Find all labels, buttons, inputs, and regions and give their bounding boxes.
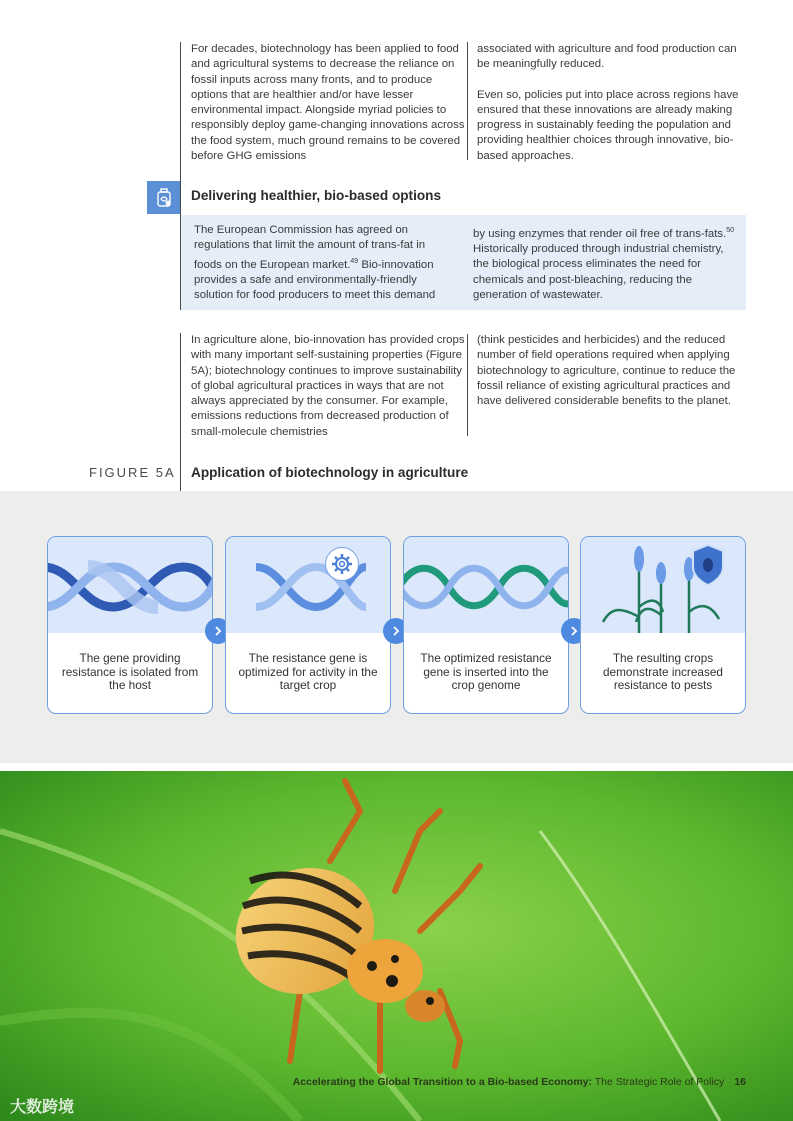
intro-left-column: [180, 42, 467, 164]
section-title: Delivering healthier, bio-based options: [191, 188, 442, 203]
footnote-ref-50: 50: [726, 227, 735, 234]
step-card-2: [225, 536, 391, 714]
step-card-1: [47, 536, 213, 714]
step-card-4: [580, 536, 746, 714]
dna-icon: [226, 537, 391, 633]
step-text-2: The resistance gene is optimized for activity in the target crop: [238, 651, 378, 693]
intro-right-text-1: associated with agriculture and food production can be meaningfully reduced.: [477, 43, 737, 71]
bio-food-icon: [147, 181, 180, 214]
page-number: 16: [734, 1076, 746, 1088]
highlight-left: [194, 223, 456, 303]
agriculture-left-column: [180, 333, 467, 463]
highlight-right: [473, 223, 741, 303]
step-card-3: [403, 536, 569, 714]
footnote-ref-49: 49: [350, 257, 359, 265]
step-text-4: The resulting crops demonstrate increased resistance to pests: [602, 651, 723, 693]
highlight-left-a: The European Commission has agreed on regulations that limit the amount of trans-fat in foods on the European market.: [194, 224, 426, 271]
footer-subtitle: The Strategic Role of Policy: [592, 1076, 725, 1088]
column-divider: [467, 42, 468, 160]
highlight-right-a: by using enzymes that render oil free of trans-fats.: [473, 227, 727, 240]
highlight-left-b: Bio-innovation provides a safe and environmentally-friendly solution for food producers to meet this demand: [194, 258, 436, 301]
page-footer: [293, 1076, 746, 1088]
footer-title: Accelerating the Global Transition to a Bio-based Economy:: [292, 1076, 593, 1088]
figure-panel: [0, 491, 793, 763]
intro-right-column: [477, 42, 752, 164]
highlight-right-b: Historically produced through industrial chemistry, the biological process eliminates the need for chemicals and post-bleaching, reducing the generation of wastewater.: [473, 243, 724, 301]
figure-label: FIGURE 5A: [89, 465, 176, 480]
watermark-logo: 大数跨境: [10, 1099, 75, 1116]
dna-green-icon: [404, 537, 568, 633]
agriculture-right-column: [477, 333, 752, 409]
step-text-3: The optimized resistance gene is inserted into the crop genome: [420, 651, 552, 693]
figure-rule: [180, 456, 181, 491]
dna-icon: [48, 537, 212, 633]
agriculture-left-text: In agriculture alone, bio-innovation has provided crops with many important self-sustaining properties (Figure 5A); biotechnology continues to improve sustainability of global agricultural practices in ways that are not always appreciated by the consumer. For example, emissions reductions from decreased production of small-molecule chemistries: [191, 334, 465, 438]
beetle-photo: [0, 771, 793, 1121]
figure-title: Application of biotechnology in agriculture: [191, 465, 469, 480]
intro-left-text: For decades, biotechnology has been applied to food and agricultural systems to decrease the reliance on fossil inputs across many fronts, and to produce options that are healthier and/or have lesser environmental impact. Alongside myriad policies to responsibly deploy game-changing innovations across the food system, much ground remains to be covered before GHG emissions: [191, 43, 465, 163]
wheat-shield-icon: [581, 537, 745, 633]
step-text-1: The gene providing resistance is isolated from the host: [61, 651, 199, 693]
intro-right-text-2: Even so, policies put into place across regions have ensured that these innovations are already making progress in sustainably feeding the population and providing healthier choices through innovative, bio-based approaches.: [477, 88, 739, 162]
column-divider: [467, 334, 468, 436]
agriculture-right-text: (think pesticides and herbicides) and the reduced number of field operations required when applying biotechnology to agriculture, continue to reduce the fossil reliance of existing agricultural practices and have delivered considerable benefits to the planet.: [477, 334, 736, 408]
gear-icon: [325, 547, 359, 581]
